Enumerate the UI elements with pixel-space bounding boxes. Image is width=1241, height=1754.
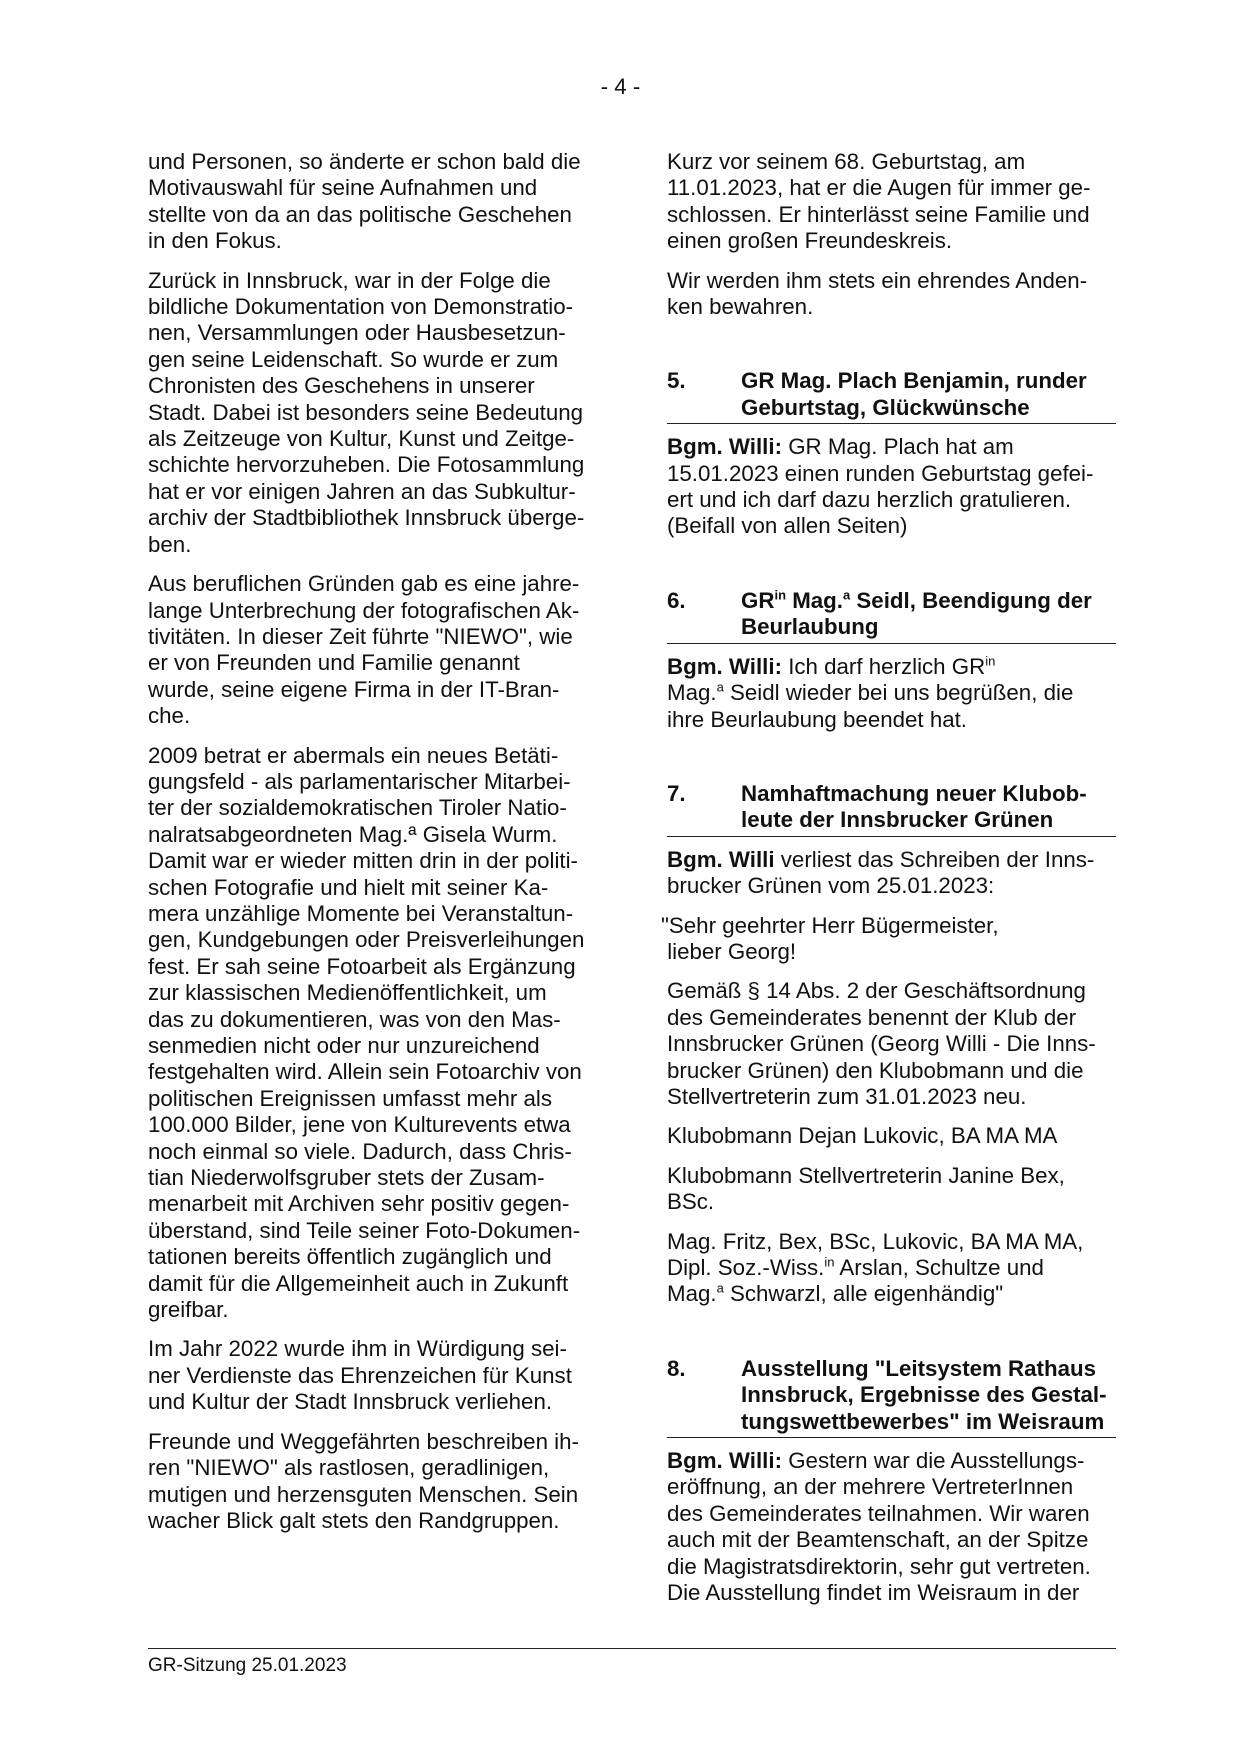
left-column [148, 149, 603, 1547]
page-number: - 4 - [600, 74, 641, 99]
speaker: Bgm. Willi: [667, 653, 782, 679]
section-heading [667, 588, 1116, 644]
section-8 [667, 1356, 1116, 1607]
paragraph: und Personen, so änderte er schon bald die Motivauswahl für seine Aufnahmen und stellte von da an das politische Geschehen in den Fokus. [148, 149, 581, 254]
section-title: $GR^{in}$ Mag.$^a$ Seidl, Beendigung der Beurlaubung [741, 587, 1092, 640]
paragraph: Bgm. Willi: Gestern war die Ausstellungs- eröffnung, an der mehrere VertreterInnen des Gemeinderates teilnahmen. Wir waren auch mit der Beamtenschaft, an der Spitze die Magistratsdirektorin, sehr gut vertreten. Die Ausstellung findet im Weisraum in der [667, 1448, 1091, 1606]
paragraph: Im Jahr 2022 wurde ihm in Würdigung sei- ner Verdienste das Ehrenzeichen für Kunst und Kultur der Stadt Innsbruck verliehen. [148, 1336, 572, 1415]
letter-salutation: "Sehr geehrter Herr Bügermeister, lieber Georg! [661, 912, 999, 964]
section-number: 5. [667, 368, 686, 394]
speaker: Bgm. Willi: [667, 434, 782, 460]
section-heading [667, 781, 1116, 837]
section-number: 8. [667, 1355, 686, 1381]
section-7 [661, 780, 1116, 1308]
letter-signatures: Mag. Fritz, Bex, BSc, Lukovic, BA MA MA, Dipl. Soz.-Wiss.$^{in}$ Arslan, Schultze und Mag.$^a$ Schwarzl, alle eigenhändig" [667, 1228, 1084, 1307]
letter-klubobmann: Klubobmann Dejan Lukovic, BA MA MA [667, 1123, 1058, 1149]
footer-divider [148, 1648, 1116, 1649]
paragraph: 2009 betrat er abermals ein neues Betäti- gungsfeld - als parlamentarischer Mitarbei- ter der sozialdemokratischen Tiroler Natio- nalratsabgeordneten Mag.ª Gisela Wurm. Damit war er wieder mitten drin in der politi- schen Fotografie und hielt mit seiner Ka- mera unzählige Momente bei Veranstaltun- gen, Kundgebungen oder Preisverleihungen fest. Er sah seine Fotoarbeit als Ergänzung zur klassischen Medienöffentlichkeit, um das zu dokumentieren, was von den Mas- senmedien nicht oder nur unzureichend festgehalten wird. Allein sein Fotoarchiv von politischen Ereignissen umfasst mehr als 100.000 Bilder, jene von Kulturevents etwa noch einmal so viele. Dadurch, dass Chris- tian Niederwolfsgruber stets der Zusam- menarbeit mit Archiven sehr positiv gegen- überstand, sind Teile seiner Foto-Dokumen- tationen bereits öffentlich zugänglich und damit für die Allgemeinheit auch in Zukunft greifbar. [148, 742, 585, 1323]
section-title: Namhaftmachung neuer Klubob- leute der Innsbrucker Grünen [741, 780, 1087, 833]
paragraph: Bgm. Willi: Ich darf herzlich $GR^{in}$ Mag.$^a$ Seidl wieder bei uns begrüßen, die ihre Beurlaubung beendet hat. [667, 653, 1074, 732]
letter-body: Gemäß § 14 Abs. 2 der Geschäftsordnung des Gemeinderates benennt der Klub der Innsbrucker Grünen (Georg Willi - Die Inns- brucker Grünen) den Klubobmann und die Stellvertreterin zum 31.01.2023 neu. [667, 978, 1096, 1109]
footer-text: GR-Sitzung 25.01.2023 [148, 1655, 347, 1676]
section-title: GR Mag. Plach Benjamin, runder Geburtstag, Glückwünsche [741, 368, 1087, 420]
paragraph: Bgm. Willi verliest das Schreiben der Inns- brucker Grünen vom 25.01.2023: [667, 846, 1095, 899]
section-6 [667, 588, 1116, 733]
section-title: Ausstellung "Leitsystem Rathaus Innsbruck, Ergebnisse des Gestal- tungswettbewerbes" im Weisraum [741, 1355, 1107, 1434]
section-number: 7. [667, 780, 686, 806]
paragraph: Kurz vor seinem 68. Geburtstag, am 11.01.2023, hat er die Augen für immer ge- schlossen. Er hinterlässt seine Familie und einen großen Freundeskreis. [667, 149, 1091, 254]
paragraph: Wir werden ihm stets ein ehrendes Anden- ken bewahren. [667, 267, 1088, 320]
paragraph: Bgm. Willi: GR Mag. Plach hat am 15.01.2023 einen runden Geburtstag gefei- ert und ich darf dazu herzlich gratulieren. (Beifall von allen Seiten) [667, 434, 1094, 539]
section-heading [667, 1356, 1116, 1438]
letter-stellvertreterin: Klubobmann Stellvertreterin Janine Bex, BSc. [667, 1162, 1065, 1215]
paragraph: Zurück in Innsbruck, war in der Folge die bildliche Dokumentation von Demonstratio- nen, Versammlungen oder Hausbesetzun- gen seine Leidenschaft. So wurde er zum Chronisten des Geschehens in unserer Stadt. Dabei ist besonders seine Bedeutung als Zeitzeuge von Kultur, Kunst und Zeitge- schichte hervorzuheben. Die Fotosammlung hat er vor einigen Jahren an das Subkultur- archiv der Stadtbibliothek Innsbruck überge- ben. [148, 267, 585, 557]
right-column [661, 149, 1116, 1619]
speaker: Bgm. Willi: [667, 1448, 782, 1474]
speaker: Bgm. Willi [667, 846, 775, 872]
section-number: 6. [667, 587, 686, 613]
section-heading [667, 368, 1116, 424]
paragraph: Aus beruflichen Gründen gab es eine jahre- lange Unterbrechung der fotografischen Ak- tivitäten. In dieser Zeit führte "NIEWO", wie er von Freunden und Familie genannt wurde, seine eigene Firma in der IT-Bran- che. [148, 571, 580, 729]
section-5 [667, 368, 1116, 539]
paragraph: Freunde und Weggefährten beschreiben ih- ren "NIEWO" als rastlosen, geradlinigen, mutigen und herzensguten Menschen. Sein wacher Blick galt stets den Randgruppen. [148, 1428, 579, 1533]
